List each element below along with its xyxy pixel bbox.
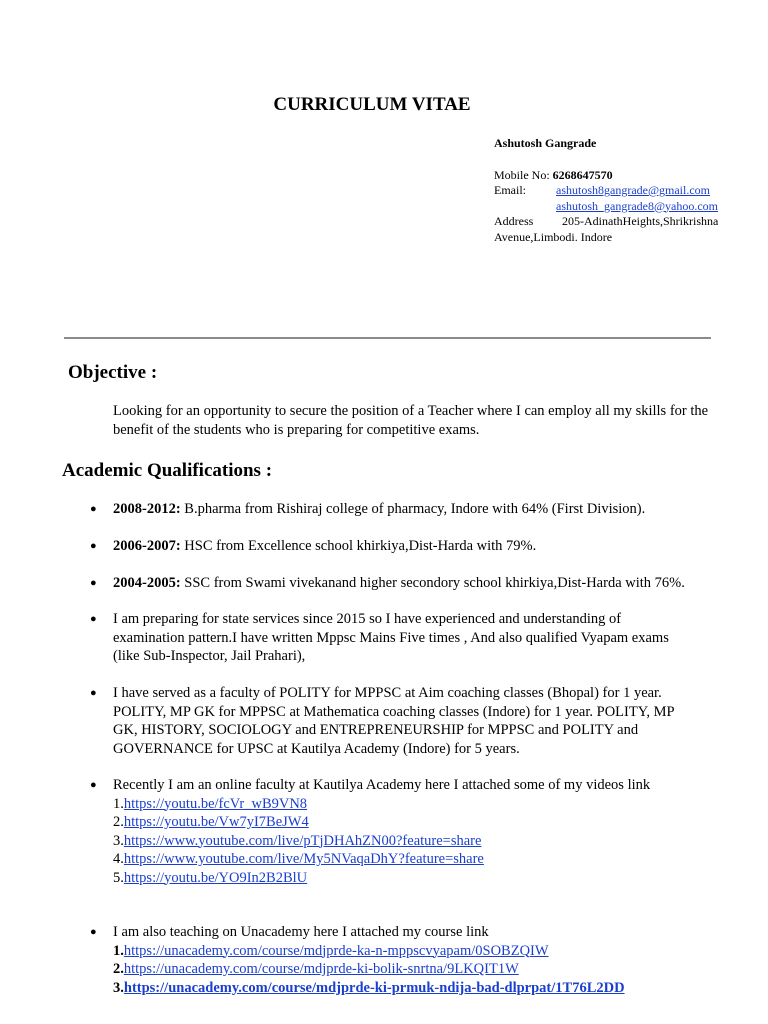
video-link-row [113, 850, 723, 869]
bullet-icon: ● [90, 926, 97, 938]
contact-block [494, 136, 754, 245]
link-number: 5. [113, 869, 124, 886]
objective-heading: Objective : [68, 362, 158, 383]
objective-text: Looking for an opportunity to secure the position of a Teacher where I can employ all my skills for the benefit of the students who is preparing for competitive exams. [113, 403, 709, 438]
link-number: 2. [113, 814, 124, 830]
link-number: 2. [113, 961, 124, 977]
mobile-row [494, 168, 754, 184]
qualification-year: 2006-2007: [113, 538, 181, 554]
address-label: Address [494, 214, 534, 228]
academic-heading: Academic Qualifications : [62, 460, 273, 481]
address-line-2: Avenue,Limbodi. Indore [494, 229, 613, 244]
course-links-intro: I am also teaching on Unacademy here I attached my course link [113, 924, 489, 940]
bullet-icon: ● [90, 503, 97, 515]
qualification-year: 2004-2005: [113, 575, 181, 591]
video-link-row [113, 869, 723, 888]
qualification-year: 2008-2012: [113, 501, 181, 517]
link-number: 3. [113, 832, 124, 849]
qualification-text: B.pharma from Rishiraj college of pharmacy, Indore with 64% (First Division). [180, 501, 646, 517]
experience-text: I have served as a faculty of POLITY for MPPSC at Aim coaching classes (Bhopal) for 1 year. POLITY, MP GK for MPPSC at Mathematica coaching classes (Indore) for 1 year. POLITY, MP GK, HISTORY, SOCIOLOGY and ENTREPRENEURSHIP for MPPSC and POLITY and GOVERNANCE for UPSC at Kautilya Academy (Indore) for 5 years. [113, 685, 674, 757]
course-link[interactable]: https://unacademy.com/course/mdjprde-ki-prmuk-ndija-bad-dlprpat/1T76L2DD [123, 979, 625, 996]
qualification-text: SSC from Swami vivekanand higher secondory school khirkiya,Dist-Harda with 76%. [180, 575, 685, 591]
bullet-icon: ● [90, 540, 97, 552]
qualification-text: HSC from Excellence school khirkiya,Dist-Harda with 79%. [180, 538, 537, 554]
video-links-intro: Recently I am an online faculty at Kautilya Academy here I attached some of my videos link [113, 777, 651, 793]
video-link-row [113, 795, 723, 814]
course-link[interactable]: https://unacademy.com/course/mdjprde-ka-n-mppscvyapam/0SOBZQIW [123, 942, 549, 959]
address-row-2 [494, 230, 754, 246]
video-link[interactable]: https://youtu.be/YO9In2B2BlU [123, 869, 308, 886]
email-row-2 [494, 199, 754, 215]
link-number: 4. [113, 851, 124, 867]
link-number: 1. [113, 795, 124, 812]
bullet-icon: ● [90, 577, 97, 589]
mobile-number: 6268647570 [552, 167, 613, 182]
link-number: 1. [113, 942, 124, 959]
candidate-name: Ashutosh Gangrade [494, 136, 597, 150]
bullet-icon: ● [90, 779, 97, 791]
video-link[interactable]: https://www.youtube.com/live/pTjDHAhZN00?feature=share [123, 832, 482, 849]
course-link-row [113, 979, 723, 998]
video-link-row [113, 832, 723, 851]
video-link[interactable]: https://youtu.be/Vw7yI7BeJW4 [123, 814, 309, 830]
document-title: CURRICULUM VITAE [273, 94, 471, 115]
bullet-icon: ● [90, 687, 97, 699]
video-link-row [113, 813, 723, 832]
video-link[interactable]: https://youtu.be/fcVr_wB9VN8 [123, 795, 308, 812]
email-row [494, 183, 754, 199]
bullet-icon: ● [90, 613, 97, 625]
email-link-gmail[interactable]: ashutosh8gangrade@gmail.com [556, 183, 711, 197]
horizontal-divider [64, 337, 711, 339]
address-row [494, 214, 754, 230]
course-link-row [113, 942, 723, 961]
email-link-yahoo[interactable]: ashutosh_gangrade8@yahoo.com [556, 198, 719, 213]
address-line-1: 205-AdinathHeights,Shrikrishna [562, 214, 719, 228]
link-number: 3. [113, 979, 124, 996]
video-link[interactable]: https://www.youtube.com/live/My5NVaqaDhY?feature=share [123, 851, 484, 867]
preparation-text: I am preparing for state services since 2015 so I have experienced and understanding of examination pattern.I have written Mppsc Mains Five times , And also qualified Vyapam exams (like Sub-Inspector, Jail Prahari), [113, 611, 669, 664]
mobile-label: Mobile No: [494, 167, 550, 182]
course-link[interactable]: https://unacademy.com/course/mdjprde-ki-bolik-snrtna/9LKQIT1W [123, 961, 519, 977]
course-link-row [113, 960, 723, 979]
email-label: Email: [494, 183, 526, 197]
